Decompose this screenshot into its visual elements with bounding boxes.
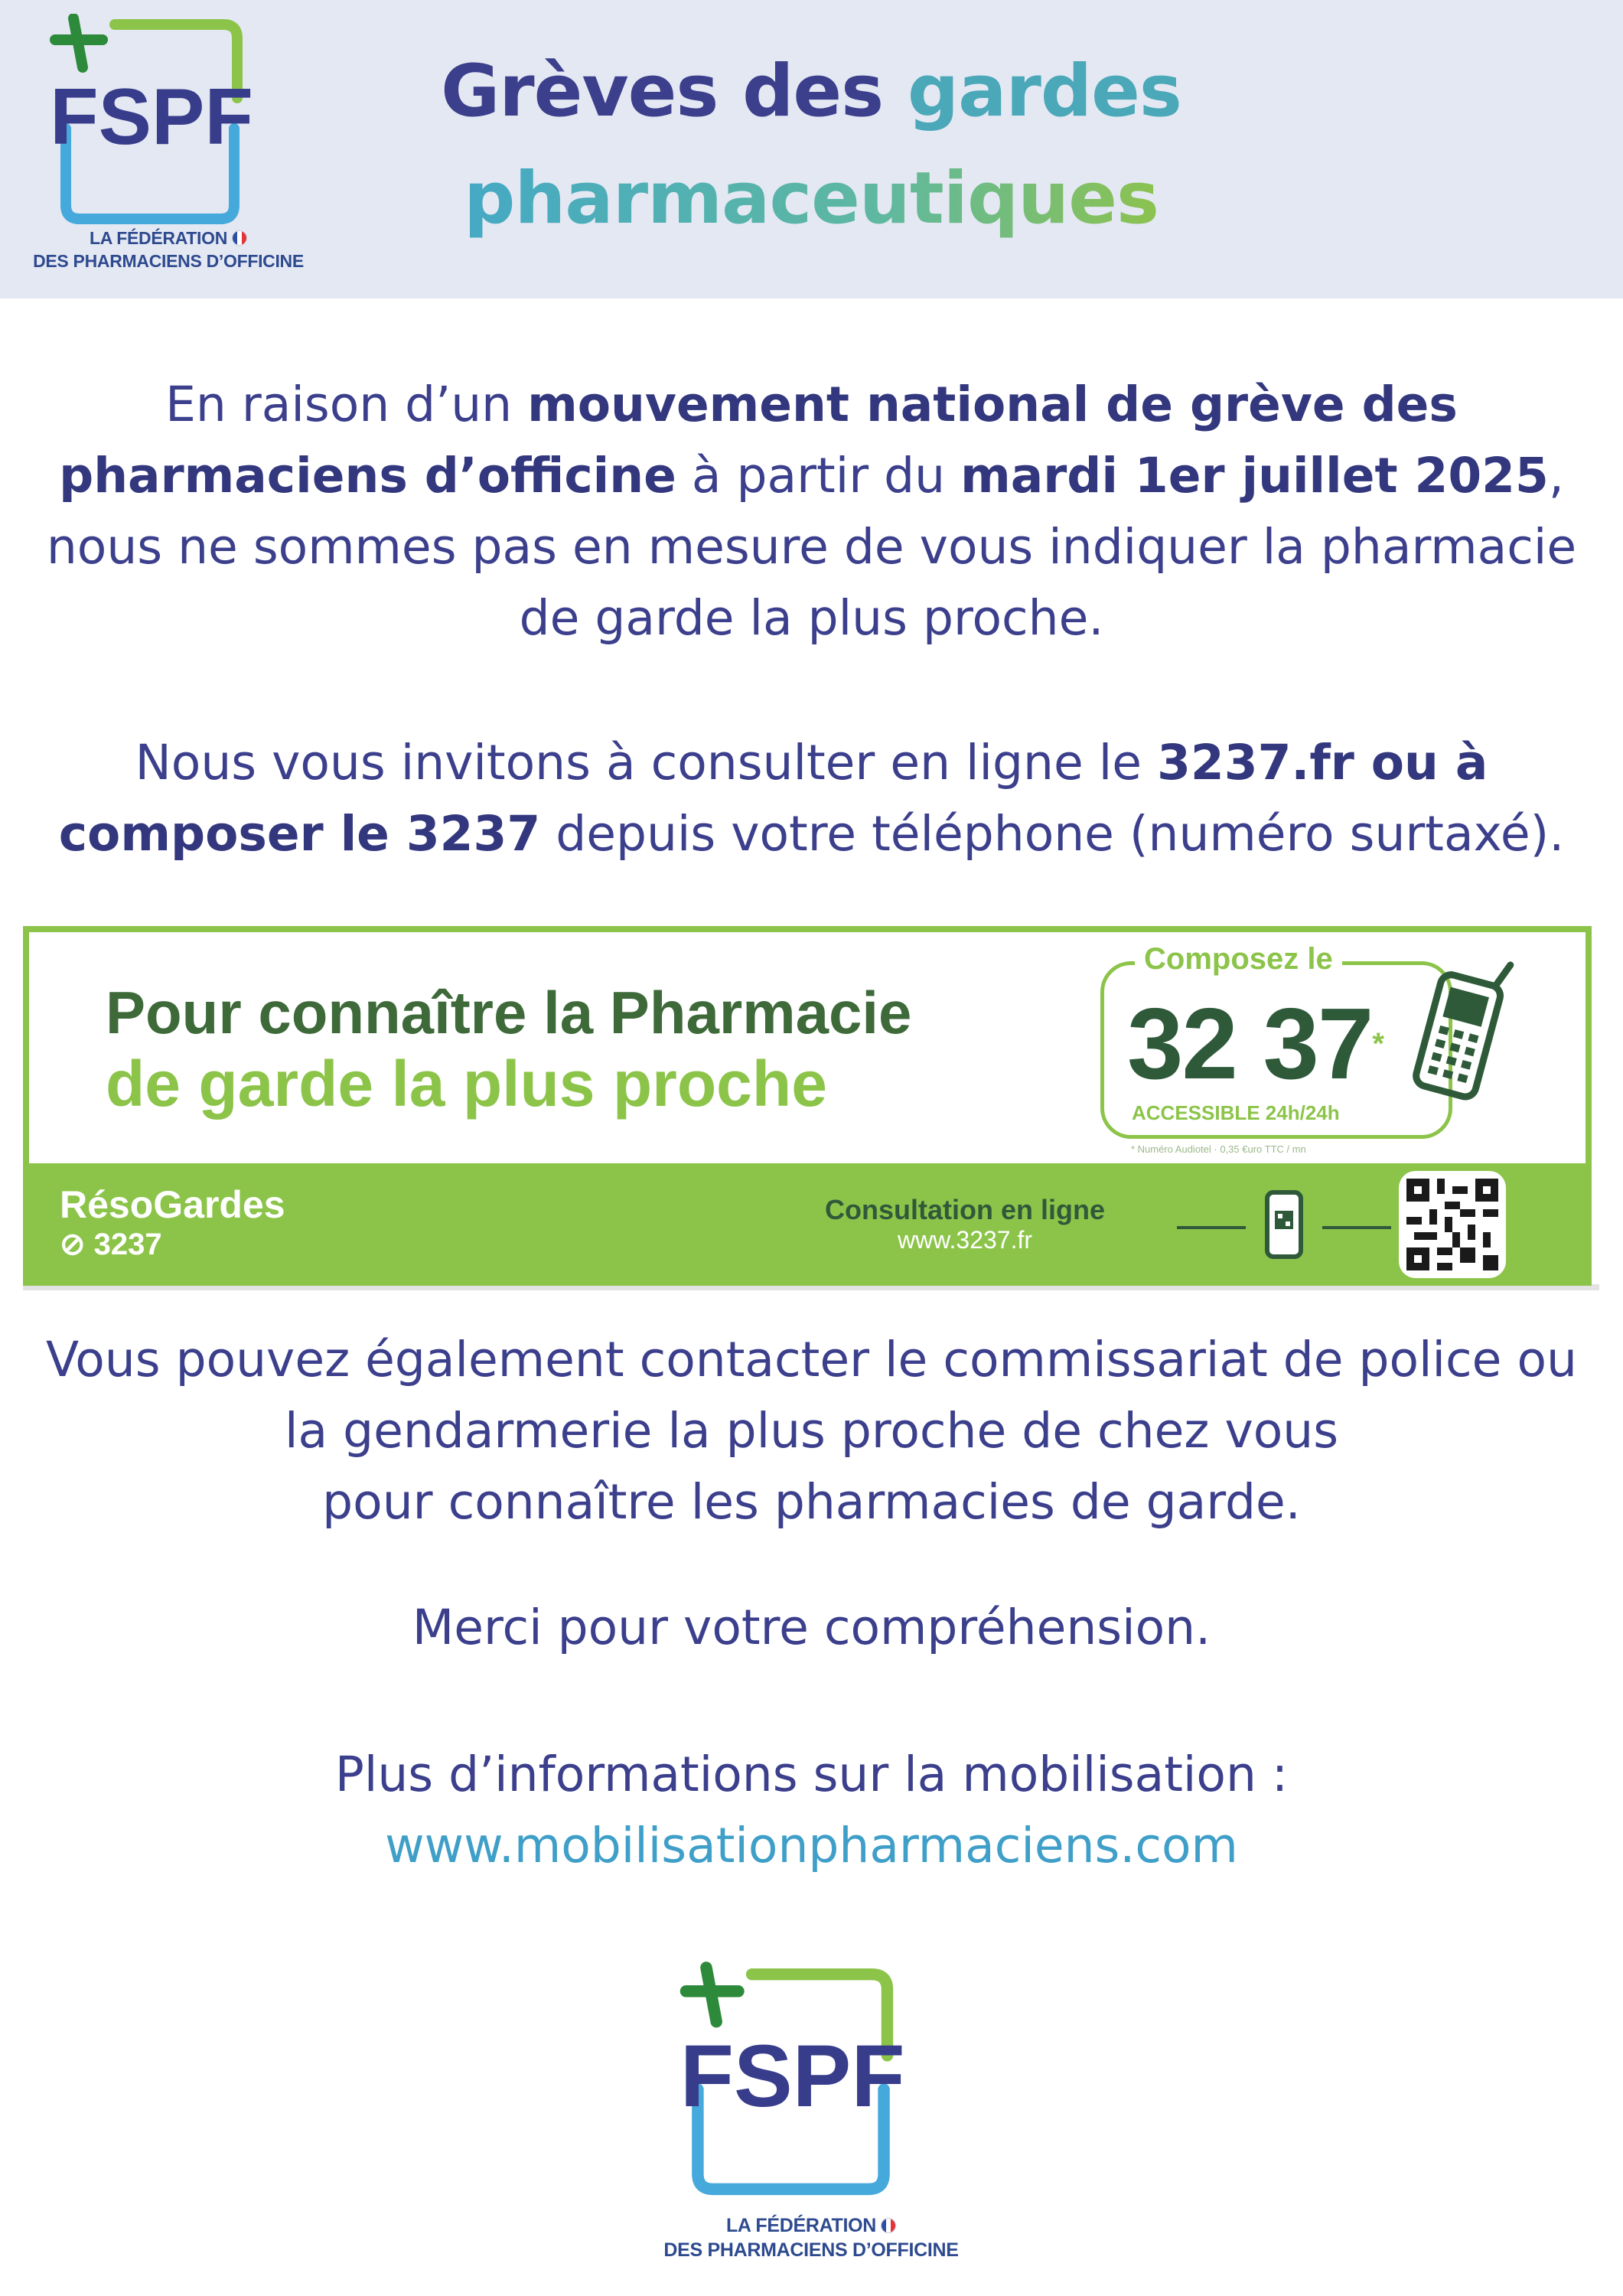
- p1-bold-date: mardi 1er juillet 2025: [960, 448, 1549, 504]
- logo-footer-subtitle-line2: DES PHARMACIENS D’OFFICINE: [663, 2239, 959, 2261]
- mobilisation-link[interactable]: www.mobilisationpharmaciens.com: [385, 1818, 1238, 1874]
- fspf-logo: [23, 14, 314, 282]
- more-info-label: Plus d’informations sur la mobilisation :: [334, 1746, 1289, 1802]
- fspf-logo-graphic: [23, 14, 314, 243]
- online-consultation: [825, 1194, 1105, 1254]
- logo-subtitle: [23, 227, 314, 272]
- p2-text1: Nous vous invitons à consulter en ligne le: [135, 735, 1158, 791]
- french-flag-icon: [881, 2218, 896, 2233]
- french-flag-icon: [232, 230, 247, 246]
- p1-text2: à partir du: [676, 448, 961, 504]
- title-part2: gardes: [907, 50, 1181, 133]
- resogardes-number-value: 3237: [93, 1228, 162, 1261]
- qr-code-icon: [1406, 1179, 1498, 1270]
- consult-label: Consultation en ligne: [825, 1194, 1105, 1225]
- connector-line-right: [1322, 1226, 1391, 1229]
- p2-bold: 3237.fr ou à composer le 3237: [58, 735, 1488, 862]
- logo-subtitle-line2: DES PHARMACIENS D’OFFICINE: [33, 251, 304, 271]
- fspf-logo-footer-graphic: [650, 1959, 972, 2219]
- thanks-paragraph: Merci pour votre compréhension.: [412, 1600, 1211, 1655]
- phone-number-value: 32 37: [1127, 987, 1373, 1100]
- composez-box: [1100, 942, 1452, 1139]
- title-line2: pharmaceutiques: [464, 157, 1159, 240]
- connector-line-left: [1177, 1226, 1246, 1229]
- fspf-logo-footer: [650, 1959, 972, 2265]
- p2-text2: depuis votre téléphone (numéro surtaxé).: [540, 806, 1565, 862]
- police-contact-paragraph: [15, 1324, 1608, 1538]
- header-band: [0, 0, 1623, 298]
- logo-footer-wordmark: FSPF: [680, 2027, 905, 2126]
- resogardes-banner: [23, 926, 1592, 1286]
- p3-line1: Vous pouvez également contacter le commissariat de police ou: [46, 1332, 1577, 1388]
- resogardes-number: ⊘ 3237: [60, 1228, 162, 1261]
- smartphone-qr-icon: [1253, 1186, 1315, 1263]
- resogardes-name: RésoGardes: [60, 1183, 285, 1226]
- consult-url[interactable]: www.3237.fr: [897, 1226, 1033, 1254]
- phone-number-star: *: [1372, 1027, 1383, 1061]
- logo-subtitle-line1: LA FÉDÉRATION: [89, 228, 228, 248]
- logo-footer-subtitle-line1: LA FÉDÉRATION: [725, 2215, 877, 2236]
- banner-line1: Pour connaître la Pharmacie: [106, 979, 912, 1046]
- logo-wordmark: FSPF: [50, 73, 253, 161]
- p1-bold1: mouvement national de grève des pharmaciens d’officine: [59, 377, 1458, 504]
- banner-line2: de garde la plus proche: [106, 1048, 827, 1120]
- accessible-label: ACCESSIBLE 24h/24h: [1132, 1101, 1340, 1124]
- more-info-paragraph: [15, 1739, 1608, 1881]
- composez-label: Composez le: [1135, 942, 1342, 977]
- p3-line2: la gendarmerie la plus proche de chez vous: [284, 1403, 1339, 1459]
- title-part1: Grèves des: [441, 50, 884, 133]
- strike-notice-paragraph: [15, 369, 1608, 654]
- consult-3237-paragraph: [15, 727, 1608, 869]
- resogardes-brand: [60, 1185, 285, 1264]
- p3-line3: pour connaître les pharmacies de garde.: [322, 1474, 1301, 1530]
- page-title: [413, 38, 1209, 253]
- qr-code[interactable]: [1399, 1171, 1506, 1278]
- audiotel-footnote: * Numéro Audiotel · 0,35 €uro TTC / mn: [1131, 1143, 1306, 1155]
- mobile-phone-icon: [1406, 949, 1521, 1110]
- phone-number: [1127, 987, 1383, 1101]
- banner-bottom-band: [29, 1163, 1586, 1286]
- p1-text3: , nous ne sommes pas en mesure de vous indiquer la pharmacie de garde la plus proche.: [46, 448, 1577, 646]
- p1-text1: En raison d’un: [165, 377, 528, 432]
- logo-footer-subtitle: [650, 2213, 972, 2262]
